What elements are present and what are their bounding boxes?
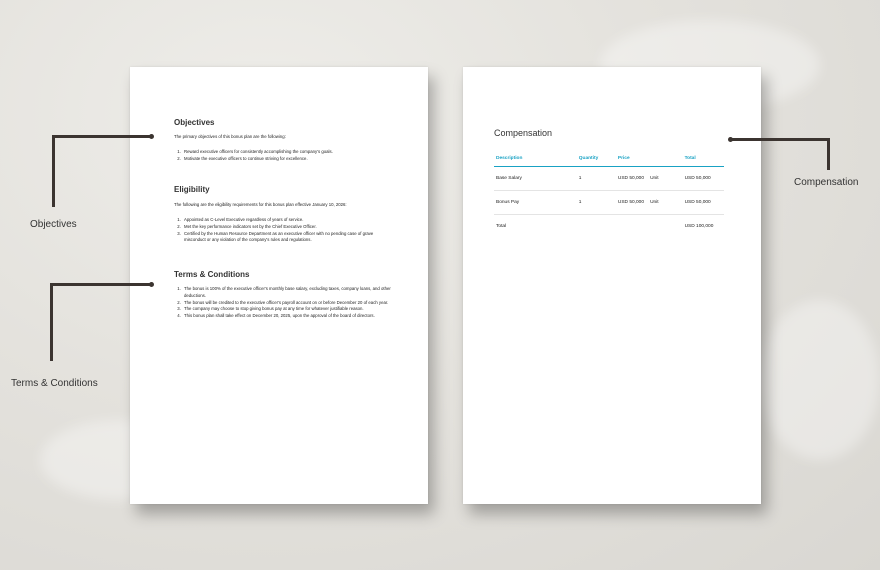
cell-quantity: 1 [577,167,616,191]
list-item: 3. The company may choose to stop giving bonus pay at any time for whatever justifiable reason. [182,306,392,313]
empty-cell [577,215,616,239]
list-item: 3. Certified by the Human Resource Department as an executive officer with no pending case of grave misconduct or any violation of the company's rules and regulations. [182,231,392,245]
cell-unit: Unit [648,167,683,191]
compensation-callout-line [731,138,830,141]
compensation-table [494,156,724,238]
terms-list [174,286,392,320]
cell-description: Bonus Pay [494,191,577,215]
terms-callout-label: Terms & Conditions [11,378,98,389]
cell-quantity: 1 [577,191,616,215]
column-header-price: Price [616,156,683,167]
table-row [494,167,724,191]
eligibility-intro: The following are the eligibility requirements for this bonus plan effective January 10, 2026: [174,202,347,207]
list-item: 1. Reward executive officers for consistently accomplishing the company's goals. [182,149,392,156]
total-label: Total [496,224,507,229]
compensation-callout-label: Compensation [794,177,859,188]
compensation-heading: Compensation [494,128,553,138]
compensation-callout-dot [728,137,733,142]
cell-price: USD 50,000 [616,167,648,191]
document-page-right [463,67,761,504]
objectives-callout-label: Objectives [30,219,77,230]
eligibility-heading: Eligibility [174,185,210,194]
table-total-row [494,215,724,239]
eligibility-list [174,217,392,244]
list-item: 1. Appointed as C-Level Executive regardless of years of service. [182,217,392,224]
cell-price: USD 50,000 [616,191,648,215]
terms-callout-line [50,283,53,361]
cell-description: Base Salary [494,167,577,191]
column-header-quantity: Quantity [577,156,616,167]
document-page-left [130,67,428,504]
total-value: USD 100,000 [684,224,714,229]
background-texture [760,300,880,460]
list-item: 2. Met the key performance indicators set by the Chief Executive Officer. [182,224,392,231]
objectives-callout-dot [149,134,154,139]
column-header-description: Description [494,156,577,167]
table-header-row [494,156,724,167]
cell-total: USD 50,000 [683,167,724,191]
table-row [494,191,724,215]
objectives-intro: The primary objectives of this bonus plan are the following: [174,134,286,139]
objectives-callout-line [52,135,152,138]
list-item: 4. This bonus plan shall take effect on December 20, 2025, upon the approval of the board of directors. [182,313,392,320]
empty-cell [616,215,648,239]
column-header-total: Total [683,156,724,167]
list-item: 2. The bonus will be credited to the executive officer's payroll account on or before December 20 of each year. [182,300,392,307]
list-item: 1. The bonus is 100% of the executive officer's monthly base salary, excluding taxes, company loans, and other deductions. [182,286,392,300]
compensation-callout-line [827,138,830,170]
terms-callout-dot [149,282,154,287]
list-item: 2. Motivate the executive officers to continue striving for excellence. [182,156,392,163]
objectives-heading: Objectives [174,118,215,127]
terms-heading: Terms & Conditions [174,270,250,279]
objectives-callout-line [52,135,55,207]
cell-total: USD 50,000 [683,191,724,215]
terms-callout-line [50,283,152,286]
cell-unit: Unit [648,191,683,215]
empty-cell [648,215,683,239]
objectives-list [174,149,392,163]
